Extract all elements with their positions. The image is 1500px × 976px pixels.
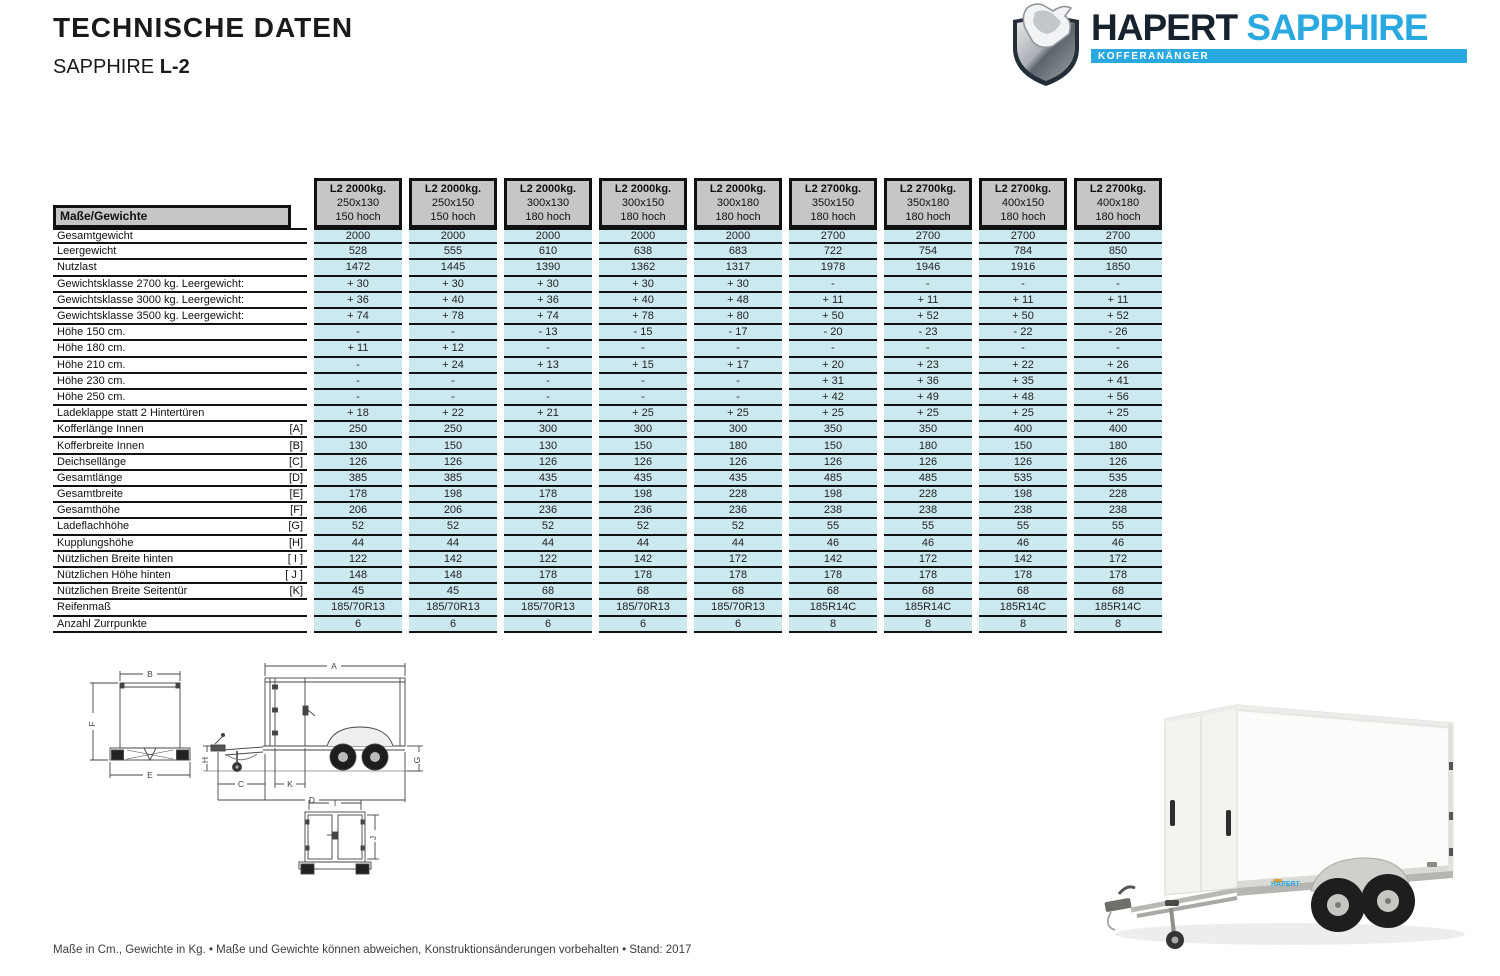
spec-table [53, 178, 1162, 633]
table-cell: 122 [314, 552, 402, 568]
row-label: Leergewicht [53, 244, 307, 260]
logo-series: SAPPHIRE [1246, 7, 1428, 48]
table-cell: 44 [409, 536, 497, 552]
table-cell: 8 [979, 617, 1067, 633]
table-cell: + 74 [504, 309, 592, 325]
table-cell: 435 [694, 471, 782, 487]
table-cell: 178 [694, 568, 782, 584]
table-cell: - [979, 341, 1067, 357]
table-cell: 1472 [314, 260, 402, 276]
table-cell: 350 [884, 422, 972, 438]
table-cell: 300 [599, 422, 687, 438]
row-label: Ladeflachhöhe [G] [53, 519, 307, 535]
table-cell: - [789, 277, 877, 293]
table-cell: 68 [1074, 584, 1162, 600]
table-cell: - [694, 374, 782, 390]
row-label: Höhe 210 cm. [53, 358, 307, 374]
table-cell: 178 [1074, 568, 1162, 584]
table-cell: 148 [314, 568, 402, 584]
table-cell: 198 [599, 487, 687, 503]
table-cell: 185R14C [884, 600, 972, 616]
table-cell: 55 [884, 519, 972, 535]
table-cell: + 25 [884, 406, 972, 422]
table-cell: + 24 [409, 358, 497, 374]
logo-brand: HAPERT [1091, 7, 1238, 48]
table-cell: + 40 [409, 293, 497, 309]
table-cell: 485 [789, 471, 877, 487]
table-cell: - 20 [789, 325, 877, 341]
table-cell: - [409, 390, 497, 406]
table-cell: + 21 [504, 406, 592, 422]
row-label: Nützlichen Höhe hinten [ J ] [53, 568, 307, 584]
table-cell: + 22 [409, 406, 497, 422]
dimension-drawings [75, 650, 445, 885]
table-cell: - [694, 341, 782, 357]
row-label: Deichsellänge [C] [53, 455, 307, 471]
subtitle-model: SAPPHIRE [53, 56, 160, 78]
table-cell: 44 [504, 536, 592, 552]
table-cell: 1362 [599, 260, 687, 276]
table-cell: 1916 [979, 260, 1067, 276]
page-title: TECHNISCHE DATEN [53, 12, 354, 43]
table-cell: 8 [884, 617, 972, 633]
table-cell: + 36 [314, 293, 402, 309]
table-cell: 555 [409, 244, 497, 260]
column-header: L2 2000kg. 300x150 180 hoch [599, 178, 687, 228]
table-cell: 185/70R13 [409, 600, 497, 616]
table-cell: 172 [884, 552, 972, 568]
table-corner-header: Maße/Gewichte [53, 205, 291, 228]
table-cell: 126 [504, 455, 592, 471]
column-header: L2 2700kg. 400x180 180 hoch [1074, 178, 1162, 228]
table-cell: 300 [504, 422, 592, 438]
table-cell: - [504, 374, 592, 390]
logo-tagline: KOFFERANÄNGER [1091, 49, 1467, 63]
table-cell: 185R14C [789, 600, 877, 616]
table-cell: + 12 [409, 341, 497, 357]
table-cell: 1978 [789, 260, 877, 276]
table-cell: + 56 [1074, 390, 1162, 406]
table-cell: 126 [409, 455, 497, 471]
table-cell: 178 [504, 568, 592, 584]
table-cell: + 23 [884, 358, 972, 374]
table-cell: + 50 [979, 309, 1067, 325]
table-cell: 238 [979, 503, 1067, 519]
table-cell: 528 [314, 244, 402, 260]
table-cell: 6 [504, 617, 592, 633]
table-cell: 1445 [409, 260, 497, 276]
table-cell: - 26 [1074, 325, 1162, 341]
table-cell: 1850 [1074, 260, 1162, 276]
table-cell: + 25 [1074, 406, 1162, 422]
table-cell: 68 [694, 584, 782, 600]
table-cell: + 40 [599, 293, 687, 309]
table-cell: 68 [504, 584, 592, 600]
table-cell: 228 [694, 487, 782, 503]
table-cell: 784 [979, 244, 1067, 260]
dim-label-H: H [200, 756, 210, 764]
table-cell: 400 [1074, 422, 1162, 438]
table-cell: 6 [314, 617, 402, 633]
table-cell: - [314, 325, 402, 341]
table-cell: + 11 [314, 341, 402, 357]
row-label: Nützlichen Breite hinten [ I ] [53, 552, 307, 568]
table-cell: 178 [884, 568, 972, 584]
table-cell: 250 [314, 422, 402, 438]
table-cell: - [599, 341, 687, 357]
row-label: Gewichtsklasse 3500 kg. Leergewicht: [53, 309, 307, 325]
table-cell: + 15 [599, 358, 687, 374]
dim-label-C: C [237, 779, 245, 789]
table-cell: 535 [979, 471, 1067, 487]
column-header: L2 2000kg. 250x130 150 hoch [314, 178, 402, 228]
table-cell: 2000 [314, 228, 402, 244]
table-cell: 142 [979, 552, 1067, 568]
table-cell: + 30 [409, 277, 497, 293]
table-cell: 55 [979, 519, 1067, 535]
table-cell: - 17 [694, 325, 782, 341]
table-cell: 300 [694, 422, 782, 438]
column-header: L2 2000kg. 300x130 180 hoch [504, 178, 592, 228]
logo-wordmark [1091, 8, 1467, 48]
table-cell: 52 [409, 519, 497, 535]
row-label: Gewichtsklasse 3000 kg. Leergewicht: [53, 293, 307, 309]
row-label: Gesamtgewicht [53, 228, 307, 244]
table-cell: 236 [504, 503, 592, 519]
table-cell: 178 [979, 568, 1067, 584]
dim-label-I: I [333, 798, 337, 808]
table-cell: + 52 [884, 309, 972, 325]
table-cell: - [694, 390, 782, 406]
table-cell: - [979, 277, 1067, 293]
table-cell: - [504, 390, 592, 406]
trailer-photo [1075, 662, 1475, 960]
table-cell: 385 [314, 471, 402, 487]
table-cell: 126 [314, 455, 402, 471]
table-cell: - [599, 390, 687, 406]
table-cell: 178 [504, 487, 592, 503]
table-cell: 150 [789, 438, 877, 454]
table-cell: 52 [314, 519, 402, 535]
column-header: L2 2000kg. 250x150 150 hoch [409, 178, 497, 228]
table-cell: + 41 [1074, 374, 1162, 390]
table-cell: 126 [979, 455, 1067, 471]
table-cell: 754 [884, 244, 972, 260]
column-header: L2 2700kg. 350x150 180 hoch [789, 178, 877, 228]
dim-label-J: J [368, 835, 378, 841]
column-header: L2 2700kg. 350x180 180 hoch [884, 178, 972, 228]
table-cell: + 11 [789, 293, 877, 309]
table-cell: 68 [599, 584, 687, 600]
table-cell: 180 [694, 438, 782, 454]
table-cell: - [314, 358, 402, 374]
dim-label-D: D [308, 795, 316, 805]
table-cell: + 17 [694, 358, 782, 374]
shield-bull-icon [1005, 2, 1087, 88]
table-cell: 46 [1074, 536, 1162, 552]
row-label: Anzahl Zurrpunkte [53, 617, 307, 633]
table-cell: 238 [884, 503, 972, 519]
table-cell: + 48 [979, 390, 1067, 406]
table-cell: + 30 [314, 277, 402, 293]
table-cell: 178 [314, 487, 402, 503]
table-cell: 236 [694, 503, 782, 519]
table-cell: 45 [314, 584, 402, 600]
table-cell: 2000 [409, 228, 497, 244]
table-cell: + 78 [409, 309, 497, 325]
row-label: Nützlichen Breite Seitentür [K] [53, 584, 307, 600]
row-label: Kofferlänge Innen [A] [53, 422, 307, 438]
table-cell: 126 [694, 455, 782, 471]
table-cell: 150 [599, 438, 687, 454]
row-label: Ladeklappe statt 2 Hintertüren [53, 406, 307, 422]
table-cell: + 49 [884, 390, 972, 406]
table-cell: 435 [599, 471, 687, 487]
table-cell: 68 [789, 584, 877, 600]
row-label: Gesamthöhe [F] [53, 503, 307, 519]
table-cell: - [504, 341, 592, 357]
table-cell: - [884, 277, 972, 293]
row-label: Reifenmaß [53, 600, 307, 616]
table-cell: 2000 [694, 228, 782, 244]
table-cell: + 11 [979, 293, 1067, 309]
table-cell: 44 [599, 536, 687, 552]
table-cell: 198 [979, 487, 1067, 503]
row-label: Gesamtbreite [E] [53, 487, 307, 503]
table-cell: 178 [789, 568, 877, 584]
table-cell: + 11 [1074, 293, 1162, 309]
table-cell: 130 [314, 438, 402, 454]
table-cell: + 30 [694, 277, 782, 293]
table-cell: 610 [504, 244, 592, 260]
table-cell: 122 [504, 552, 592, 568]
table-cell: 485 [884, 471, 972, 487]
table-cell: 126 [789, 455, 877, 471]
table-cell: 8 [1074, 617, 1162, 633]
table-cell: 435 [504, 471, 592, 487]
footer-note: Maße in Cm., Gewichte in Kg. • Maße und Gewichte können abweichen, Konstruktionsänderungen vorbehalten • Stand: 2017 [53, 944, 692, 956]
table-cell: 180 [884, 438, 972, 454]
table-cell: - 22 [979, 325, 1067, 341]
dim-label-K: K [287, 779, 293, 789]
table-cell: 68 [884, 584, 972, 600]
table-cell: 55 [789, 519, 877, 535]
table-cell: 142 [409, 552, 497, 568]
table-cell: 52 [504, 519, 592, 535]
table-cell: 55 [1074, 519, 1162, 535]
table-cell: + 36 [504, 293, 592, 309]
table-cell: + 26 [1074, 358, 1162, 374]
table-cell: - [1074, 341, 1162, 357]
table-cell: + 25 [979, 406, 1067, 422]
dim-label-B: B [147, 669, 153, 679]
table-cell: - 23 [884, 325, 972, 341]
table-cell: + 20 [789, 358, 877, 374]
table-cell: 722 [789, 244, 877, 260]
table-cell: 683 [694, 244, 782, 260]
table-cell: 228 [884, 487, 972, 503]
table-cell: 148 [409, 568, 497, 584]
table-cell: 2000 [599, 228, 687, 244]
table-cell: + 35 [979, 374, 1067, 390]
table-cell: 8 [789, 617, 877, 633]
table-cell: 44 [694, 536, 782, 552]
row-label: Gewichtsklasse 2700 kg. Leergewicht: [53, 277, 307, 293]
table-cell: + 11 [884, 293, 972, 309]
table-cell: + 25 [694, 406, 782, 422]
table-cell: - [409, 325, 497, 341]
row-label: Höhe 180 cm. [53, 341, 307, 357]
table-cell: + 13 [504, 358, 592, 374]
table-cell: 638 [599, 244, 687, 260]
dim-label-F: F [87, 721, 97, 727]
table-cell: 185R14C [1074, 600, 1162, 616]
table-cell: 2700 [979, 228, 1067, 244]
table-cell: + 30 [599, 277, 687, 293]
table-cell: 6 [694, 617, 782, 633]
table-cell: 46 [884, 536, 972, 552]
table-cell: 46 [789, 536, 877, 552]
subtitle-variant: L-2 [159, 56, 190, 78]
table-cell: 172 [1074, 552, 1162, 568]
table-cell: 236 [599, 503, 687, 519]
table-cell: 180 [1074, 438, 1162, 454]
table-cell: 185/70R13 [599, 600, 687, 616]
row-label: Nutzlast [53, 260, 307, 276]
dim-label-E: E [147, 770, 153, 780]
table-cell: 1390 [504, 260, 592, 276]
row-label: Höhe 230 cm. [53, 374, 307, 390]
table-cell: + 48 [694, 293, 782, 309]
table-cell: 2700 [884, 228, 972, 244]
row-label: Kupplungshöhe [H] [53, 536, 307, 552]
table-cell: 850 [1074, 244, 1162, 260]
table-cell: 142 [789, 552, 877, 568]
table-cell: 172 [694, 552, 782, 568]
table-cell: - 15 [599, 325, 687, 341]
table-cell: 52 [599, 519, 687, 535]
table-cell: 130 [504, 438, 592, 454]
table-cell: 250 [409, 422, 497, 438]
table-cell: + 74 [314, 309, 402, 325]
table-cell: 46 [979, 536, 1067, 552]
table-cell: 238 [789, 503, 877, 519]
table-cell: 2000 [504, 228, 592, 244]
table-cell: + 52 [1074, 309, 1162, 325]
table-cell: - [1074, 277, 1162, 293]
row-label: Gesamtlänge [D] [53, 471, 307, 487]
dim-label-A: A [331, 661, 337, 671]
table-cell: 126 [884, 455, 972, 471]
trailer-side-logo: HAPERT [1271, 881, 1300, 888]
row-label: Höhe 250 cm. [53, 390, 307, 406]
table-cell: 1317 [694, 260, 782, 276]
row-label: Höhe 150 cm. [53, 325, 307, 341]
table-cell: - [314, 374, 402, 390]
table-cell: - [409, 374, 497, 390]
table-cell: 2700 [789, 228, 877, 244]
table-cell: 206 [314, 503, 402, 519]
table-cell: 68 [979, 584, 1067, 600]
table-cell: 6 [409, 617, 497, 633]
table-cell: 6 [599, 617, 687, 633]
table-cell: 198 [789, 487, 877, 503]
table-cell: - 13 [504, 325, 592, 341]
table-cell: - [789, 341, 877, 357]
column-header: L2 2700kg. 400x150 180 hoch [979, 178, 1067, 228]
table-cell: + 30 [504, 277, 592, 293]
table-cell: 178 [599, 568, 687, 584]
table-cell: + 36 [884, 374, 972, 390]
table-cell: 44 [314, 536, 402, 552]
table-cell: + 42 [789, 390, 877, 406]
table-cell: + 31 [789, 374, 877, 390]
table-cell: + 22 [979, 358, 1067, 374]
table-cell: 2700 [1074, 228, 1162, 244]
brand-logo [1005, 2, 1467, 86]
table-cell: 142 [599, 552, 687, 568]
table-cell: 206 [409, 503, 497, 519]
table-cell: + 18 [314, 406, 402, 422]
table-cell: 150 [979, 438, 1067, 454]
table-cell: 198 [409, 487, 497, 503]
table-cell: - [599, 374, 687, 390]
row-label: Kofferbreite Innen [B] [53, 438, 307, 454]
table-cell: + 78 [599, 309, 687, 325]
table-cell: + 25 [599, 406, 687, 422]
table-cell: - [314, 390, 402, 406]
table-cell: 52 [694, 519, 782, 535]
table-cell: 126 [599, 455, 687, 471]
dim-label-G: G [412, 756, 422, 764]
table-cell: + 50 [789, 309, 877, 325]
table-cell: 1946 [884, 260, 972, 276]
page-subtitle [53, 56, 190, 79]
table-cell: 126 [1074, 455, 1162, 471]
table-cell: 185/70R13 [314, 600, 402, 616]
table-cell: - [884, 341, 972, 357]
column-header: L2 2000kg. 300x180 180 hoch [694, 178, 782, 228]
table-cell: 535 [1074, 471, 1162, 487]
table-cell: 228 [1074, 487, 1162, 503]
table-cell: 400 [979, 422, 1067, 438]
table-cell: 350 [789, 422, 877, 438]
table-cell: 185/70R13 [694, 600, 782, 616]
table-cell: 185/70R13 [504, 600, 592, 616]
table-cell: 385 [409, 471, 497, 487]
table-cell: 238 [1074, 503, 1162, 519]
table-cell: 45 [409, 584, 497, 600]
table-cell: 150 [409, 438, 497, 454]
table-cell: 185R14C [979, 600, 1067, 616]
table-cell: + 80 [694, 309, 782, 325]
table-cell: + 25 [789, 406, 877, 422]
